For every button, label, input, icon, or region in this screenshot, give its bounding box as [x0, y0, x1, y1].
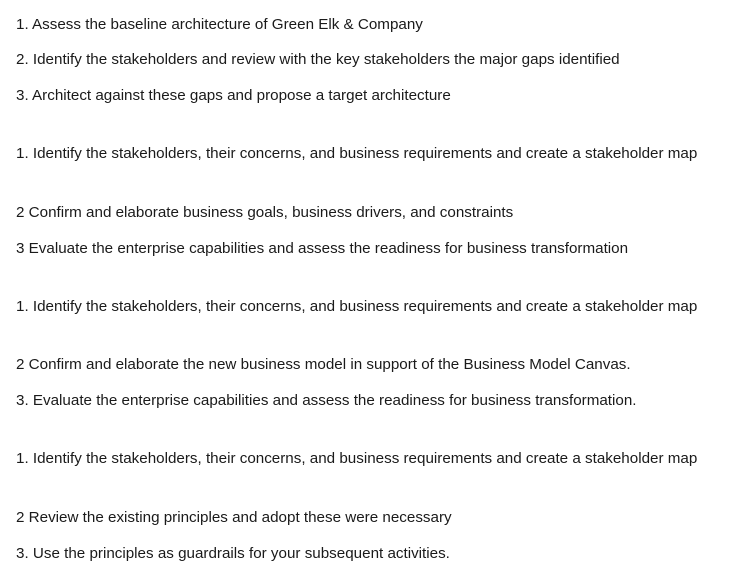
group-4-item-3: 3. Use the principles as guardrails for your subsequent activities.	[16, 545, 450, 562]
group-3-item-3: 3. Evaluate the enterprise capabilities and assess the readiness for business transformation.	[16, 392, 637, 409]
group-2-item-2: 2 Confirm and elaborate business goals, business drivers, and constraints	[16, 204, 514, 221]
group-3-item-2: 2 Confirm and elaborate the new business model in support of the Business Model Canvas.	[16, 356, 631, 373]
group-4-item-1: 1. Identify the stakeholders, their concerns, and business requirements and create a stakeholder map	[16, 450, 698, 467]
group-1-item-3: 3. Architect against these gaps and propose a target architecture	[16, 87, 451, 104]
group-3-item-1: 1. Identify the stakeholders, their concerns, and business requirements and create a stakeholder map	[16, 298, 698, 315]
group-1-item-1: 1. Assess the baseline architecture of Green Elk & Company	[16, 16, 423, 33]
group-2-item-1: 1. Identify the stakeholders, their concerns, and business requirements and create a stakeholder map	[16, 145, 698, 162]
group-2-item-3: 3 Evaluate the enterprise capabilities and assess the readiness for business transformation	[16, 240, 629, 257]
group-4-item-2: 2 Review the existing principles and adopt these were necessary	[16, 509, 452, 526]
group-1-item-2: 2. Identify the stakeholders and review with the key stakeholders the major gaps identified	[16, 51, 620, 68]
